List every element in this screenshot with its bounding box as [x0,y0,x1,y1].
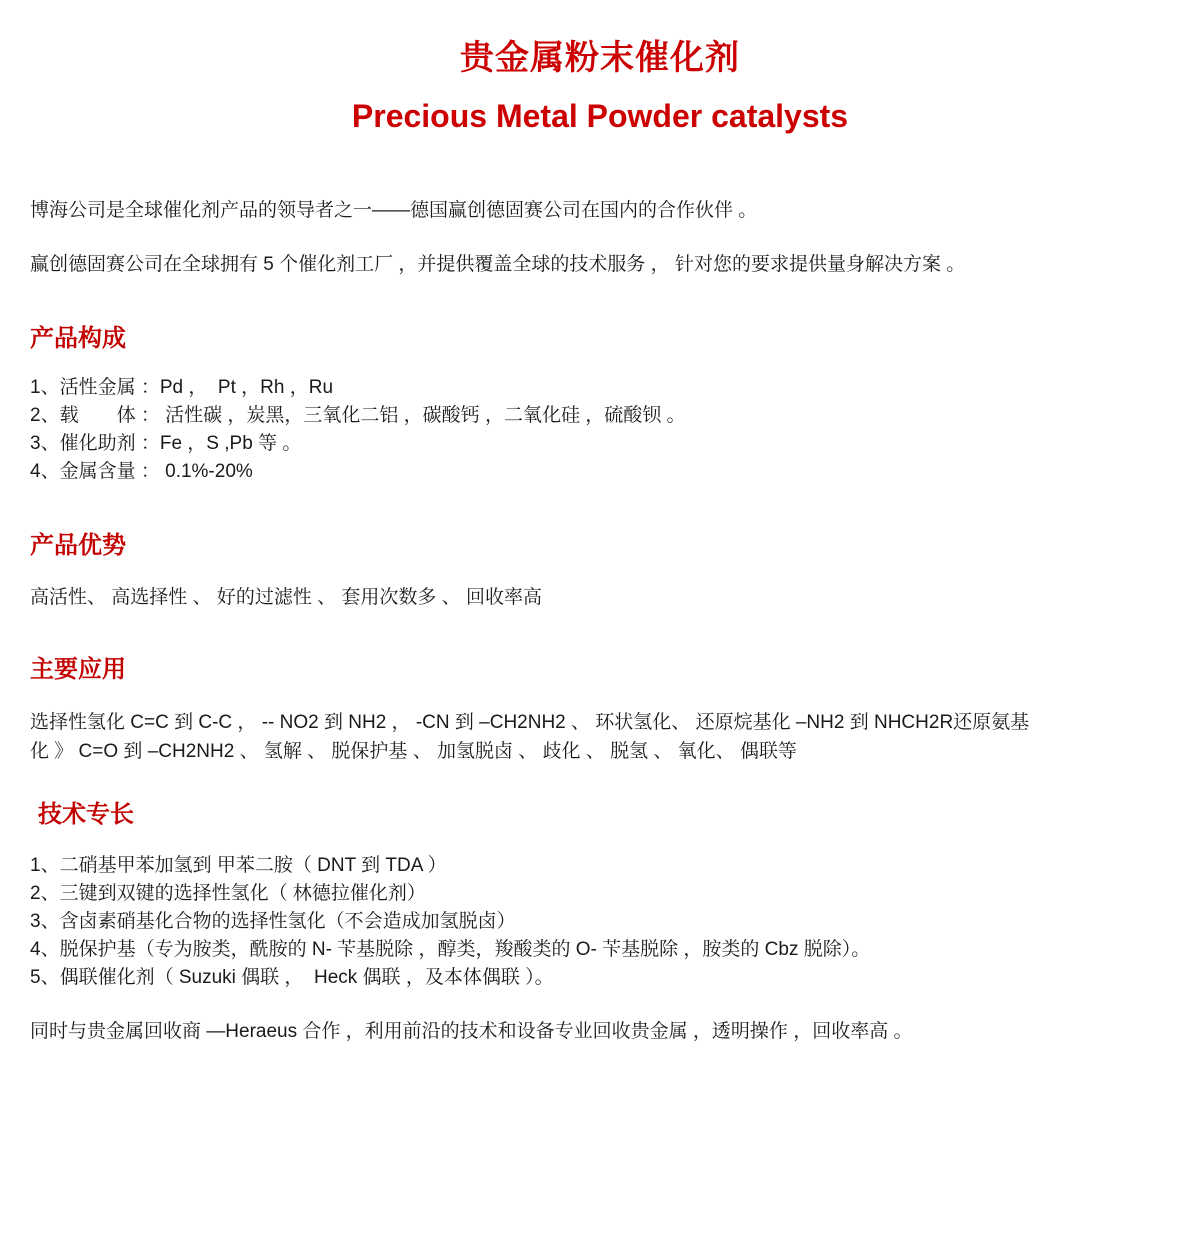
expertise-item: 4、脱保护基（专为胺类，酰胺的 N- 苄基脱除 ，醇类，羧酸类的 O- 苄基脱除 ，胺类的 Cbz 脱除）。 [30,939,871,961]
advantages-text: 高活性、 高选择性 、 好的过滤性 、 套用次数多 、 回收率高 [30,586,542,608]
section-heading-applications: 主要应用 [30,655,126,683]
composition-item: 3、催化助剂 ：Fe ，S ,Pb 等 。 [30,433,302,455]
page-subtitle: Precious Metal Powder catalysts [351,98,849,135]
section-heading-composition: 产品构成 [30,325,126,353]
footer-paragraph: 同时与贵金属回收商 —Heraeus 合作 ，利用前沿的技术和设备专业回收贵金属 ，透明操作 ，回收率高 。 [30,1021,913,1043]
intro-paragraph-2: 赢创德固赛公司在全球拥有 5 个催化剂工厂 ，并提供覆盖全球的技术服务 ， 针对您的要求提供量身解决方案 。 [30,254,966,276]
section-heading-advantages: 产品优势 [30,532,126,560]
applications-text [30,708,1170,766]
expertise-list [30,852,1170,992]
expertise-item: 1、二硝基甲苯加氢到 甲苯二胺（ DNT 到 TDA ） [30,855,447,877]
intro-paragraph-1: 博海公司是全球催化剂产品的领导者之一——德国赢创德固赛公司在国内的合作伙伴 。 [30,199,758,221]
applications-line: 选择性氢化 C=C 到 C-C ， -- NO2 到 NH2 ， -CN 到 –CH2NH2 、 环状氢化、 还原烷基化 –NH2 到 NHCH2R还原氨基 [30,712,1030,733]
expertise-item: 5、偶联催化剂（ Suzuki 偶联 ， Heck 偶联 ，及本体偶联 ）。 [30,967,554,989]
composition-item: 2、载 体 ： 活性碳 ，炭黑，三氧化二铝 ，碳酸钙 ，二氧化硅 ，硫酸钡 。 [30,405,686,427]
section-heading-expertise: 技术专长 [38,801,134,828]
document-page [0,40,1200,1240]
page-title: 贵金属粉末催化剂 [460,39,740,77]
composition-item: 1、活性金属 ：Pd ， Pt ，Rh ，Ru [30,377,334,399]
expertise-item: 2、三键到双键的选择性氢化（ 林德拉催化剂） [30,883,426,905]
expertise-item: 3、含卤素硝基化合物的选择性氢化（不会造成加氢脱卤） [30,911,516,933]
applications-line: 化 》 C=O 到 –CH2NH2 、 氢解 、 脱保护基 、 加氢脱卤 、 歧化 、 脱氢 、 氧化、 偶联等 [30,741,797,762]
composition-list [30,374,1170,486]
composition-item: 4、金属含量 ： 0.1%-20% [30,461,253,483]
